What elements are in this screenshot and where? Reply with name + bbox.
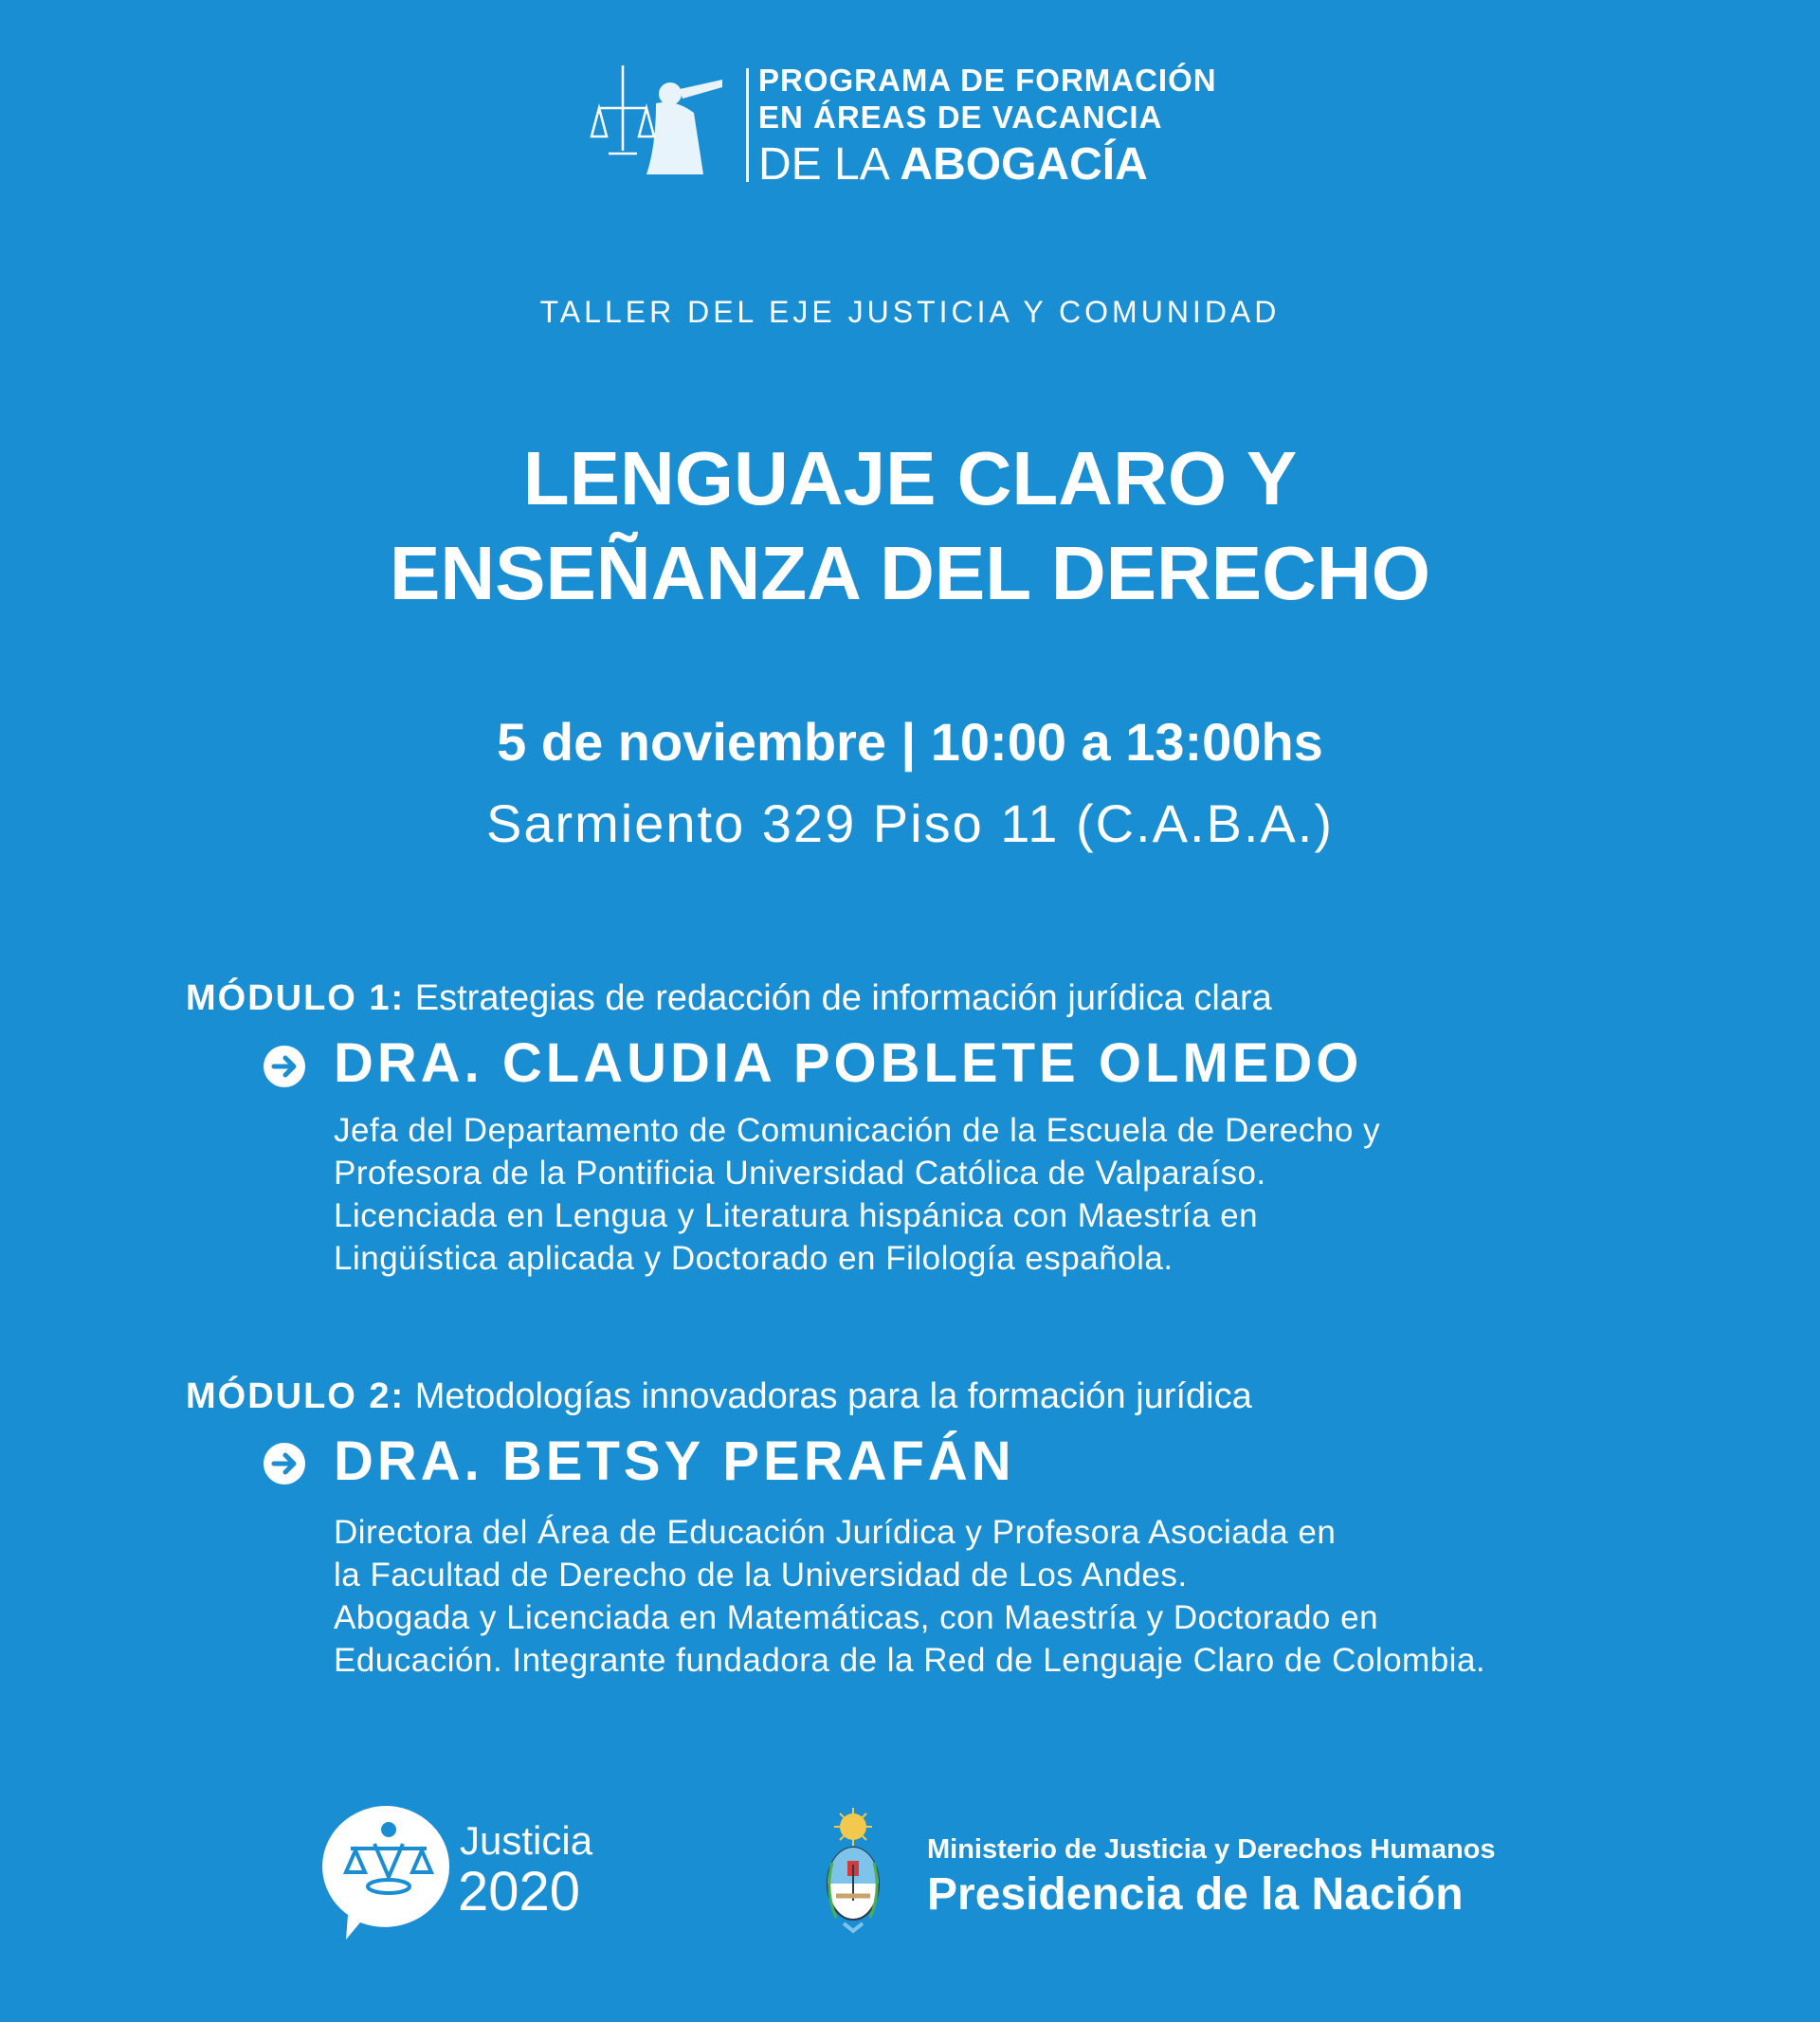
event-date-time: 5 de noviembre | 10:00 a 13:00hs	[497, 712, 1323, 772]
lady-justice-icon	[590, 61, 732, 184]
event-eyebrow: TALLER DEL EJE JUSTICIA Y COMUNIDAD	[539, 295, 1281, 329]
bio-line: Lingüística aplicada y Doctorado en Filología española.	[334, 1240, 1174, 1277]
bio-line: Profesora de la Pontificia Universidad Católica de Valparaíso.	[334, 1155, 1266, 1192]
module-2-label: MÓDULO 2:	[186, 1376, 406, 1416]
arrow-circle-right-icon	[262, 1044, 307, 1089]
module-2-heading	[186, 1376, 1252, 1417]
program-name-line1: PROGRAMA DE FORMACIÓN	[758, 63, 1217, 98]
module-1-topic: Estrategias de redacción de información jurídica clara	[405, 978, 1272, 1018]
program-name-line3-bold: ABOGACÍA	[900, 139, 1148, 190]
arrow-circle-right-icon	[262, 1441, 307, 1486]
bio-line: la Facultad de Derecho de la Universidad de Los Andes.	[334, 1557, 1188, 1594]
event-address: Sarmiento 329 Piso 11 (C.A.B.A.)	[486, 793, 1334, 853]
national-coat-of-arms-icon	[823, 1806, 883, 1937]
module-1-heading	[186, 978, 1272, 1019]
module-1-label: MÓDULO 1:	[186, 978, 406, 1018]
program-name-line2: EN ÁREAS DE VACANCIA	[758, 100, 1163, 135]
module-1-speaker: DRA. CLAUDIA POBLETE OLMEDO	[334, 1032, 1363, 1094]
ministry-name: Ministerio de Justicia y Derechos Humanos	[927, 1834, 1496, 1865]
program-name-line3	[758, 138, 1148, 191]
bio-line: Jefa del Departamento de Comunicación de la Escuela de Derecho y	[334, 1112, 1381, 1149]
program-logo	[590, 59, 1253, 191]
logo-divider	[746, 68, 749, 182]
module-2-speaker: DRA. BETSY PERAFÁN	[334, 1430, 1015, 1492]
bio-line: Directora del Área de Educación Jurídica y Profesora Asociada en	[334, 1514, 1337, 1551]
justicia-2020-logo	[318, 1801, 621, 1943]
module-2-topic: Metodologías innovadoras para la formación jurídica	[405, 1376, 1252, 1416]
bio-line: Educación. Integrante fundadora de la Red de Lenguaje Claro de Colombia.	[334, 1642, 1486, 1679]
module-2-speaker-bio	[334, 1511, 1485, 1682]
ministry-logo	[823, 1806, 1543, 1939]
justicia-2020-bubble-icon	[318, 1801, 460, 1943]
bio-line: Abogada y Licenciada en Matemáticas, con Maestría y Doctorado en	[334, 1599, 1379, 1636]
event-title-line2: ENSEÑANZA DEL DERECHO	[390, 531, 1430, 615]
event-title	[0, 431, 1820, 621]
presidency-name: Presidencia de la Nación	[927, 1869, 1464, 1920]
program-name-line3-light: DE LA	[758, 139, 901, 190]
justicia-year: 2020	[458, 1861, 581, 1922]
justicia-word: Justicia	[460, 1818, 593, 1863]
event-title-line1: LENGUAJE CLARO Y	[522, 436, 1298, 520]
module-1-speaker-bio	[334, 1109, 1380, 1280]
bio-line: Licenciada en Lengua y Literatura hispánica con Maestría en	[334, 1197, 1259, 1234]
